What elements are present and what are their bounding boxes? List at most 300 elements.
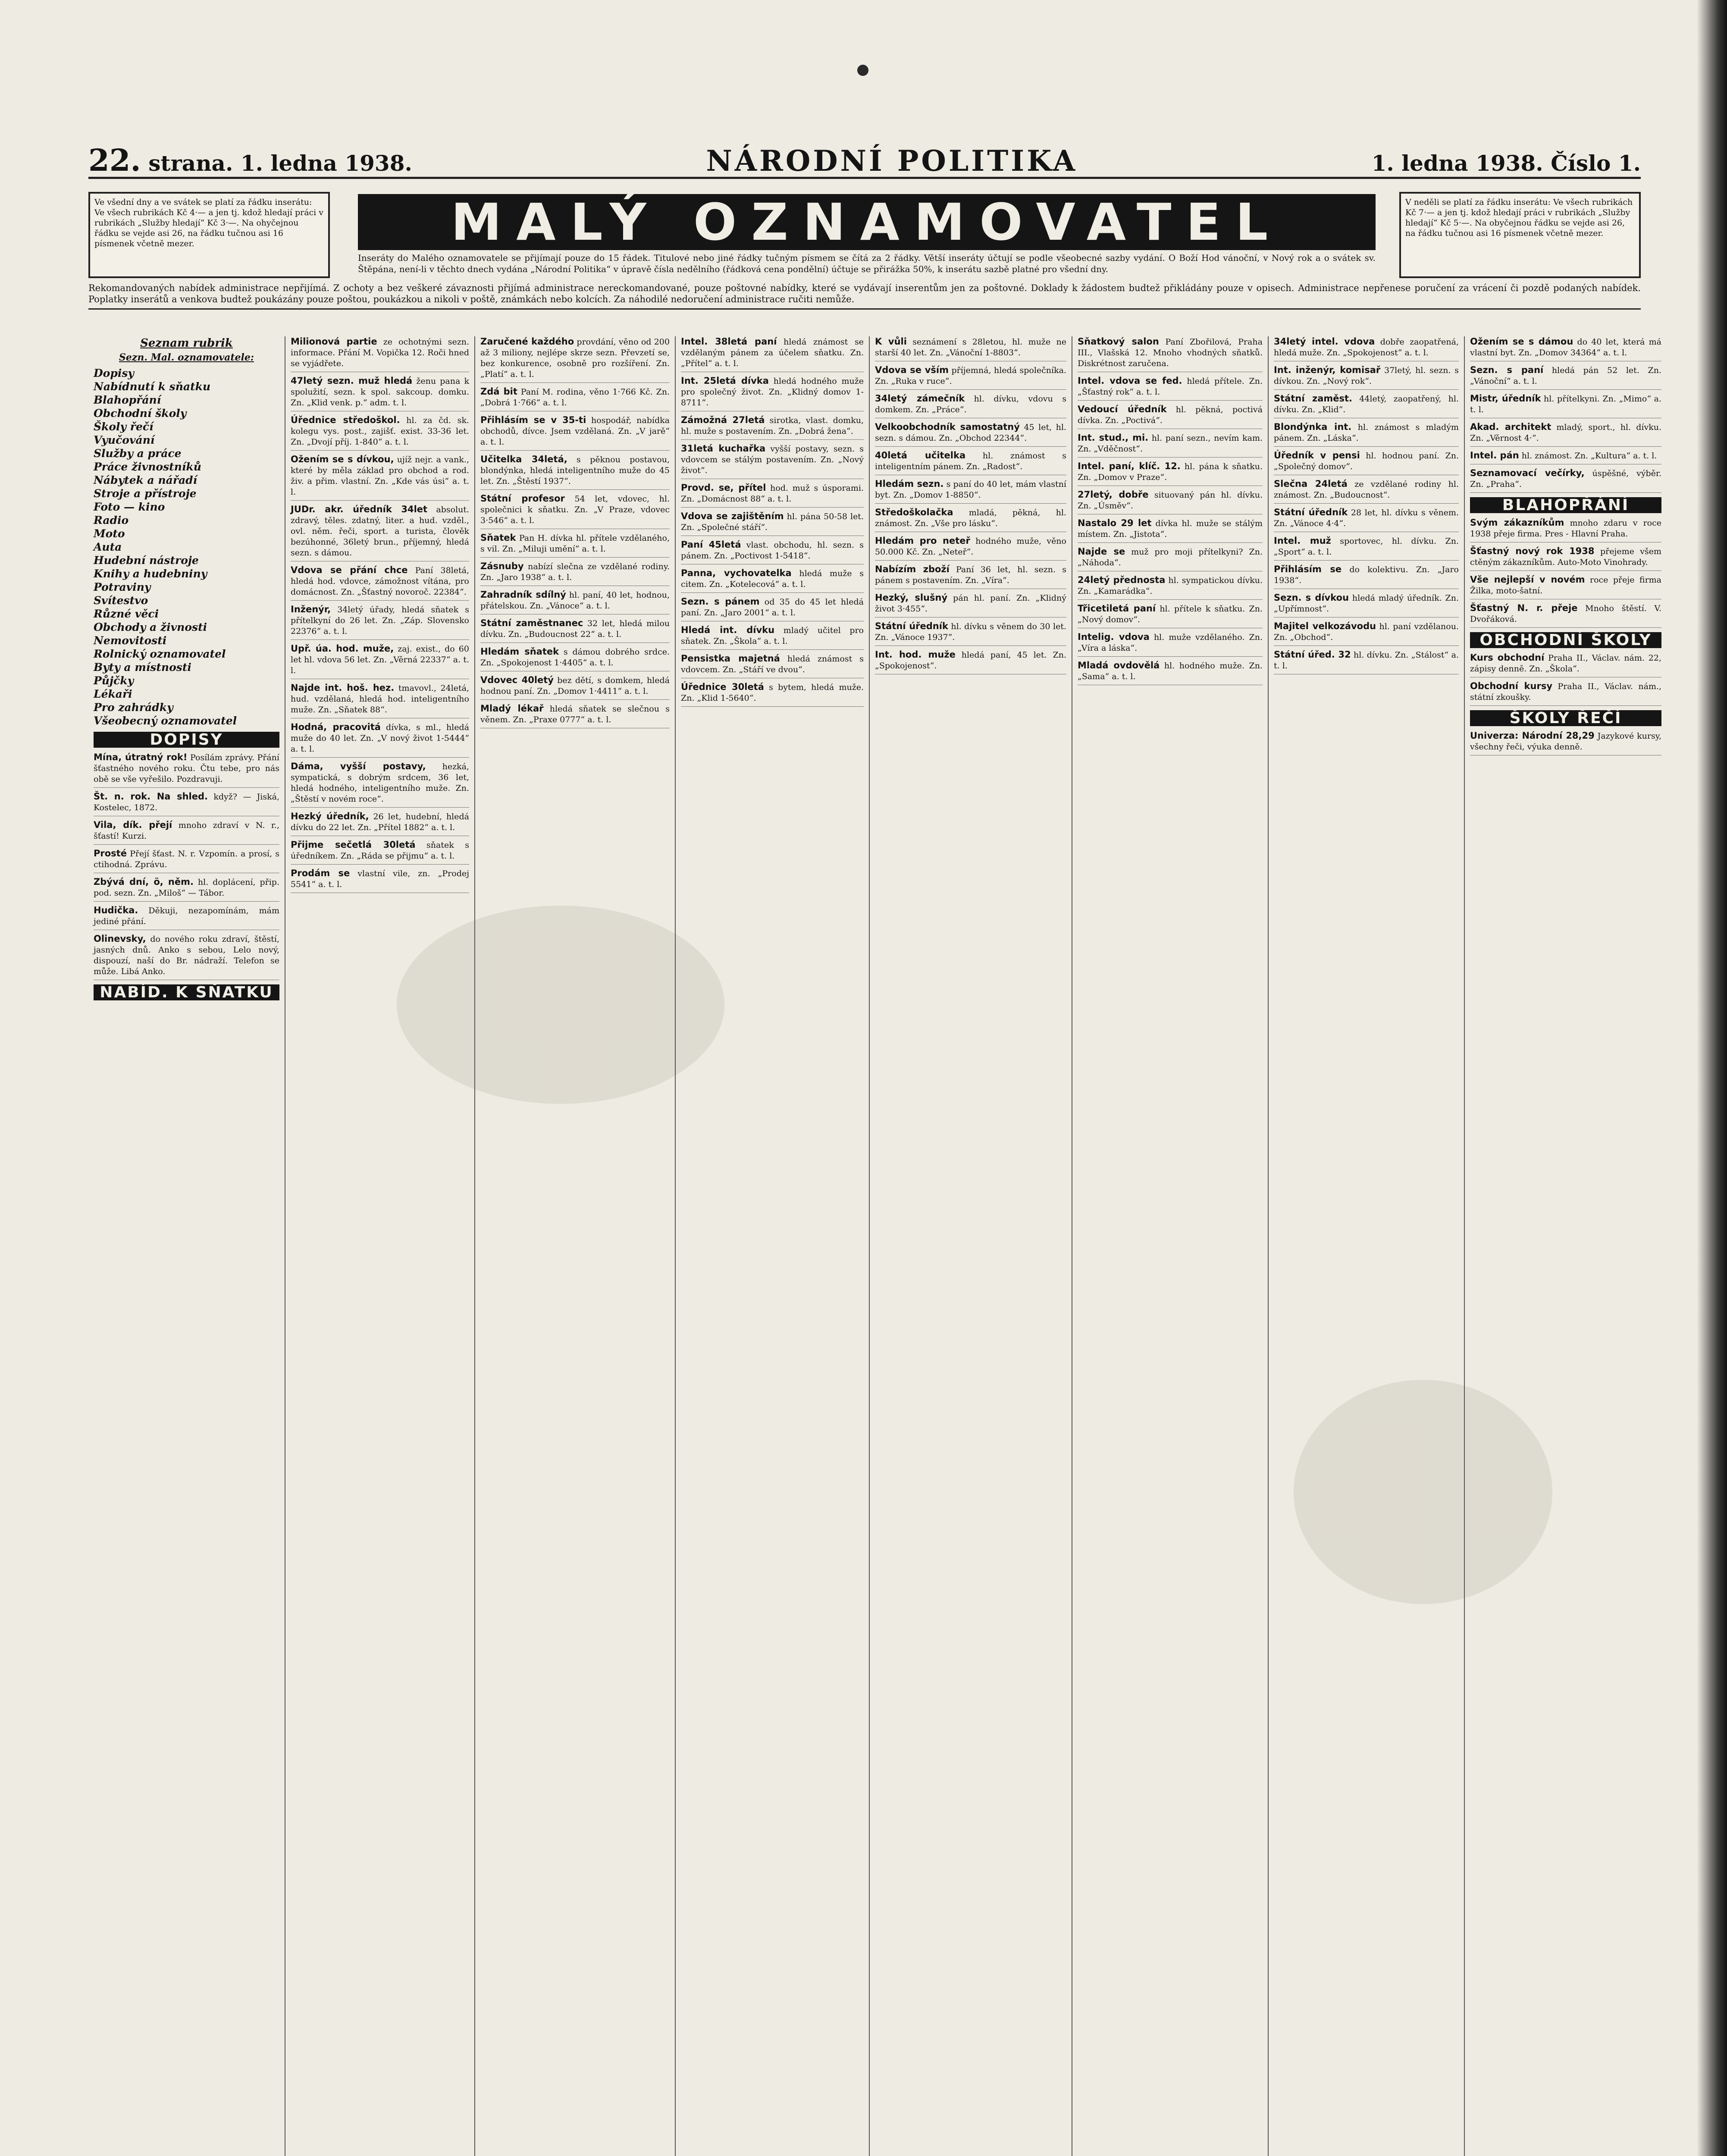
ad-text: s pěknou postavou, blondýnka, hledá inteligentního muže do 45 let. Zn. „Štěstí 1937“.	[480, 455, 670, 486]
ad-text: hledá pán 52 let. Zn. „Vánoční“ a. t. l.	[1470, 366, 1661, 386]
ad-title: Mladý lékař	[480, 703, 544, 714]
ad-text: mnoho zdraví v N. r., šťastí! Kurzi.	[94, 821, 279, 841]
ad-title: Zásnuby	[480, 561, 524, 571]
ad-text: hl. dívku, vdovu s domkem. Zn. „Práce“.	[875, 394, 1066, 414]
ad-divider	[1274, 503, 1459, 504]
ad-divider	[94, 844, 279, 845]
ad-text: hledá hodného muže pro společný život. Zn. „Klidný domov 1-8711“.	[681, 376, 864, 407]
classified-ad	[875, 450, 1066, 475]
ad-text: hl. paní sezn., nevím kam. Zn. „Vděčnost“.	[1078, 433, 1263, 454]
ad-text: mladý učitel pro sňatek. Zn. „Škola“ a. t. l.	[681, 626, 864, 646]
classified-ad	[291, 376, 469, 411]
ad-text: hl. přítele k sňatku. Zn. „Nový domov“.	[1078, 604, 1263, 624]
ad-text: seznámení s 28letou, hl. muže ne starší 40 let. Zn. „Vánoční 1-8803“.	[875, 337, 1066, 357]
ad-title: Sňatek	[480, 533, 516, 543]
ad-title: Třicetiletá paní	[1078, 603, 1156, 614]
ad-text: hledá známost s vdovcem. Zn. „Stáří ve dvou“.	[681, 654, 864, 674]
page-header	[88, 142, 1641, 179]
ad-divider	[291, 757, 469, 758]
ad-title: Zbývá dní, ö, něm.	[94, 877, 194, 887]
ad-text: 37letý, hl. sezn. s dívkou. Zn. „Nový rok“.	[1274, 366, 1459, 386]
punch-hole	[857, 65, 868, 76]
toc-list	[94, 367, 279, 727]
toc-item: Auta	[94, 541, 122, 553]
classified-ad	[1470, 652, 1661, 677]
ad-title: 24letý přednosta	[1078, 575, 1166, 585]
ad-divider	[94, 901, 279, 902]
ad-text: dívka hl. muže se stálým místem. Zn. „Jistota“.	[1078, 519, 1263, 539]
ad-text: sňatek s úředníkem. Zn. „Ráda se přijmu“ a. t. l.	[291, 840, 469, 861]
column-1	[88, 336, 285, 2156]
ad-title: Státní zaměstnanec	[480, 618, 583, 628]
ad-text: příjemná, hledá společníka. Zn. „Ruka v ruce“.	[875, 366, 1066, 386]
classified-ad	[1078, 575, 1263, 600]
column-7	[1268, 336, 1464, 2156]
ad-title: Nabízím zboží	[875, 564, 950, 574]
ad-text: provdání, věno od 200 až 3 miliony, nejlépe skrze sezn. Převzetí se, bez konkurence, osobně pro rozšíření. Zn. „Platí“ a. t. l.	[480, 337, 670, 379]
ad-divider	[681, 439, 864, 440]
classifieds-banner: MALÝ OZNAMOVATEL	[358, 194, 1376, 250]
ad-title: Vdova se vším	[875, 365, 949, 375]
classified-ad	[291, 840, 469, 865]
column-ads	[1470, 652, 1661, 706]
ad-title: Sezn. s pánem	[681, 596, 760, 607]
ad-divider	[291, 864, 469, 865]
toc-item: Dopisy	[94, 367, 134, 379]
toc-item: Radio	[94, 514, 129, 526]
ad-title: Vila, dík. přejí	[94, 820, 172, 830]
classified-ad	[291, 683, 469, 718]
ad-text: hl. doplácení, přip. pod. sezn. Zn. „Miloš“ — Tábor.	[94, 877, 280, 898]
ad-title: Hledám sňatek	[480, 646, 559, 657]
classified-ad	[875, 336, 1066, 361]
classified-ad	[291, 415, 469, 451]
ad-text: ze ochotnými sezn. informace. Přání M. Vopička 12. Roči hned se vyjádřete.	[291, 337, 469, 368]
ad-text: muž pro moji přítelkyni? Zn. „Náhoda“.	[1078, 547, 1263, 567]
ad-text: hodného muže, věno 50.000 Kč. Zn. „Neteř“.	[875, 536, 1066, 557]
ad-text: Praha II., Václav. nám., státní zkoušky.	[1470, 682, 1661, 702]
ad-text: nabízí slečna ze vzdělané rodiny. Zn. „Jaro 1938“ a. t. l.	[480, 562, 670, 582]
ad-title: Majitel velkozávodu	[1274, 621, 1376, 631]
classified-ad	[94, 848, 279, 873]
toc-item: Služby a práce	[94, 447, 182, 460]
ad-text: Paní 38letá, hledá hod. vdovce, zámožnost vítána, pro domácnost. Zn. „Šťastný novoroč. 22384“.	[291, 566, 470, 597]
column-ads	[1470, 517, 1661, 628]
column-3	[474, 336, 675, 2156]
ad-text: ženu pana k spolužití, sezn. k spol. sakcoup. domku. Zn. „Klid venk. p.“ adm. t. l.	[291, 376, 469, 407]
ad-title: Státní úředník	[875, 621, 948, 631]
issue-info: 1. ledna 1938. Číslo 1.	[1371, 150, 1641, 176]
classified-ad	[681, 653, 864, 678]
ad-divider	[480, 642, 670, 643]
ad-text: s paní do 40 let, mám vlastní byt. Zn. „Domov 1-8850“.	[875, 479, 1066, 500]
ad-title: Zahradník sdílný	[480, 589, 566, 600]
ad-text: Přejí šťast. N. r. Vzpomín. a prosí, s ctihodná. Zprávu.	[94, 849, 279, 869]
ad-title: Št. n. rok. Na shled.	[94, 791, 208, 802]
ad-title: Obchodní kursy	[1470, 681, 1553, 691]
classified-ad	[1078, 404, 1263, 429]
toc-item: Svítestvo	[94, 594, 148, 607]
classified-ad	[1470, 450, 1661, 464]
classified-ad	[1470, 681, 1661, 706]
ad-divider	[1470, 389, 1661, 390]
column-6	[1072, 336, 1268, 2156]
ad-text: hl. známost s mladým pánem. Zn. „Láska“.	[1274, 423, 1459, 443]
classified-ad	[1274, 393, 1459, 418]
ad-title: 34letý zámečník	[875, 393, 965, 404]
ad-title: Intel. paní, klíč. 12.	[1078, 461, 1181, 471]
toc-item: Rolnický oznamovatel	[94, 648, 226, 660]
classified-ad	[94, 905, 279, 930]
ad-divider	[875, 560, 1066, 561]
classified-ad	[480, 336, 670, 383]
page-edge-shadow	[1697, 0, 1727, 2156]
ad-divider	[480, 699, 670, 700]
ad-divider	[1274, 560, 1459, 561]
classified-ad	[480, 675, 670, 700]
ad-title: Šťastný N. r. přeje	[1470, 603, 1578, 613]
ad-text: hl. pána k sňatku. Zn. „Domov v Praze“.	[1078, 462, 1263, 482]
ad-title: Paní 45letá	[681, 539, 741, 550]
ad-text: hledá přítele. Zn. „Šťastný rok“ a. t. l.	[1078, 376, 1263, 397]
ad-text: vyšší postavy, sezn. s vdovcem se stálým postavením. Zn. „Nový život“.	[681, 444, 864, 475]
toc-item: Moto	[94, 527, 125, 540]
ad-title: Úředník v pensi	[1274, 450, 1360, 461]
ad-title: Dáma, vyšší postavy,	[291, 761, 426, 771]
classified-ad	[1078, 546, 1263, 571]
ad-text: roce přeje firma Žilka, moto-šatní.	[1470, 575, 1661, 595]
classified-ad	[1470, 468, 1661, 493]
classified-ad	[1274, 365, 1459, 390]
ad-text: 26 let, hudební, hledá dívku do 22 let. Zn. „Přítel 1882“ a. t. l.	[291, 812, 469, 832]
ad-title: Přihlásím se v 35-ti	[480, 415, 586, 425]
ad-divider	[291, 807, 469, 808]
ad-text: dobře zaopatřená, hledá muže. Zn. „Spokojenost“ a. t. l.	[1274, 337, 1459, 357]
ad-divider	[1078, 656, 1263, 657]
classified-ad	[1078, 461, 1263, 486]
ad-title: Inženýr,	[291, 604, 331, 614]
classified-ad	[94, 877, 279, 902]
newspaper-title: NÁRODNÍ POLITIKA	[706, 144, 1078, 178]
classified-ad	[875, 621, 1066, 646]
classified-ad	[681, 568, 864, 593]
ad-title: Blondýnka int.	[1274, 422, 1352, 432]
ad-title: Vdova se přání chce	[291, 565, 408, 575]
ad-text: sirotka, vlast. domku, hl. muže s postavením. Zn. „Dobrá žena“.	[681, 416, 864, 436]
ad-divider	[1470, 446, 1661, 447]
ad-text: situovaný pán hl. dívku. Zn. „Úsměv“.	[1078, 490, 1263, 511]
ad-text: vlastní vile, zn. „Prodej 5541“ a. t. l.	[291, 869, 469, 889]
ad-title: Státní úřed. 32	[1274, 649, 1351, 660]
toc-item: Pro zahrádky	[94, 701, 173, 714]
ad-text: s bytem, hledá muže. Zn. „Klid 1-5640“.	[681, 683, 864, 703]
ad-title: Hledám sezn.	[875, 479, 944, 489]
column-8	[1464, 336, 1667, 2156]
ad-divider	[1078, 599, 1263, 600]
toc-item: Všeobecný oznamovatel	[94, 714, 237, 727]
classified-ad	[480, 415, 670, 451]
ad-title: Ožením se s dívkou,	[291, 454, 394, 464]
ad-title: Najde se	[1078, 546, 1125, 557]
classified-ad	[291, 868, 469, 893]
ad-text: mladá, pěkná, hl. známost. Zn. „Vše pro lásku“.	[875, 508, 1066, 528]
classified-ad	[1078, 660, 1263, 685]
ad-title: Provd. se, přítel	[681, 483, 766, 493]
ad-title: JUDr. akr. úředník 34let	[291, 504, 428, 514]
classified-ad	[875, 365, 1066, 390]
ad-text: Paní 36 let, hl. sezn. s pánem s postavením. Zn. „Víra“.	[875, 565, 1066, 585]
classified-ad	[291, 761, 469, 808]
ad-divider	[480, 450, 670, 451]
ad-divider	[875, 446, 1066, 447]
price-note-sunday: V neděli se platí za řádku inserátu: Ve všech rubrikách Kč 7·— a jen tj. kdož hledají práci v rubrikách „Služby hledají“ Kč 5·—. Na obyčejnou řádku se vejde asi 26, na řádku tučnou asi 16 písmenek včetně mezer.	[1399, 192, 1641, 278]
classified-ad	[1470, 365, 1661, 390]
ad-divider	[681, 592, 864, 593]
ad-title: K vůli	[875, 336, 907, 347]
ad-text: hledá sňatek se slečnou s věnem. Zn. „Praxe 0777“ a. t. l.	[480, 704, 670, 724]
ad-title: Šťastný nový rok 1938	[1470, 546, 1595, 556]
toc-item: Nábytek a nářadí	[94, 474, 197, 486]
ad-divider	[291, 639, 469, 640]
classified-ad	[291, 504, 469, 561]
ad-title: Hodná, pracovitá	[291, 722, 381, 732]
classified-ad	[291, 454, 469, 501]
ad-title: Nastalo 29 let	[1078, 518, 1152, 528]
classified-ad	[1470, 517, 1661, 542]
ad-divider	[681, 507, 864, 508]
classified-ad	[480, 646, 670, 671]
toc-title: Seznam rubrik	[140, 337, 233, 350]
toc-item: Knihy a hudebniny	[94, 567, 207, 580]
ad-text: hledá mladý úředník. Zn. „Upřímnost“.	[1274, 593, 1459, 614]
ad-text: 28 let, hl. dívku s věnem. Zn. „Vánoce 4·4“.	[1274, 508, 1459, 528]
ad-title: Učitelka 34letá,	[480, 454, 567, 464]
toc-item: Obchody a živnosti	[94, 621, 207, 633]
classified-ad	[291, 643, 469, 679]
ad-divider	[1470, 705, 1661, 706]
section-skoly-reci: ŠKOLY ŘEČÍ	[1470, 710, 1661, 726]
ad-divider	[1274, 389, 1459, 390]
ad-title: Sňatkový salon	[1078, 336, 1159, 347]
classified-ad	[291, 565, 469, 601]
ad-text: hl. muže vzdělaného. Zn. „Víra a láska“.	[1078, 633, 1263, 653]
ad-title: Intel. 38letá paní	[681, 336, 777, 347]
ad-title: Hledá int. dívku	[681, 625, 775, 635]
ad-text: hl. pěkná, poctivá dívka. Zn. „Poctivá“.	[1078, 405, 1263, 425]
ad-text: hl. paní, 40 let, hodnou, přátelskou. Zn. „Vánoce“ a. t. l.	[480, 590, 670, 611]
classified-ad	[681, 511, 864, 536]
ad-text: hl. pána 50-58 let. Zn. „Společné stáří“.	[681, 512, 864, 532]
classified-ad	[480, 454, 670, 490]
classified-ad	[1078, 489, 1263, 514]
classified-ad	[480, 703, 670, 728]
ad-divider	[1078, 400, 1263, 401]
ad-text: do kolektivu. Zn. „Jaro 1938“.	[1274, 565, 1459, 585]
ad-divider	[480, 489, 670, 490]
classified-ad	[875, 536, 1066, 561]
ad-text: pán hl. paní. Zn. „Klidný život 3·455“.	[875, 593, 1066, 614]
ad-text: vlast. obchodu, hl. sezn. s pánem. Zn. „Poctivost 1-5418“.	[681, 540, 864, 561]
ad-divider	[291, 500, 469, 501]
classified-ad	[1470, 393, 1661, 418]
ad-title: Úřednice středoškol.	[291, 415, 400, 425]
ad-title: Hezký, slušný	[875, 592, 948, 603]
ad-title: Mladá ovdovělá	[1078, 660, 1160, 671]
ad-title: Přijme sečetlá 30letá	[291, 840, 416, 850]
ad-text: do 40 let, která má vlastní byt. Zn. „Domov 34364“ a. t. l.	[1470, 337, 1661, 357]
ad-title: Státní profesor	[480, 493, 565, 504]
toc-item: Půjčky	[94, 674, 134, 687]
column-4	[675, 336, 869, 2156]
ad-text: Mnoho štěstí. V. Dvořáková.	[1470, 604, 1661, 624]
ad-title: Intel. pán	[1470, 450, 1519, 461]
ad-text: mnoho zdaru v roce 1938 přeje firma. Pres - Hlavní Praha.	[1470, 518, 1661, 539]
toc-item: Lékaři	[94, 688, 132, 700]
ad-title: Hledám pro neteř	[875, 536, 970, 546]
classified-ad	[1078, 336, 1263, 372]
classified-ad	[291, 336, 469, 372]
ad-title: Seznamovací večírky,	[1470, 468, 1585, 478]
classified-ad	[1470, 574, 1661, 599]
ad-title: Zaručené každého	[480, 336, 574, 347]
toc-subtitle: Sezn. Mal. oznamovatele:	[119, 352, 254, 363]
section-dopisy: DOPISY	[94, 732, 279, 748]
ad-text: hl. známost s inteligentním pánem. Zn. „Radost“.	[875, 451, 1066, 471]
ad-title: Zámožná 27letá	[681, 415, 765, 425]
ad-text: přejeme všem ctěným zákazníkům. Auto-Moto Vinohrady.	[1470, 547, 1661, 567]
column-5	[869, 336, 1072, 2156]
ad-text: absolut. zdravý, těles. zdatný, liter. a hud. vzděl., ovl. něm. řeči, sport. a turista, člověk bezúhonné, 36letý brun., příjemný, hledá sezn. s dámou.	[291, 505, 469, 558]
ad-title: Hudička.	[94, 905, 138, 915]
administration-notice: Rekomandovaných nabídek administrace nepřijímá. Z ochoty a bez veškeré závaznosti přijímá administrace nereckomandované, pouze poštovné nabídky, které se vydávají inserentům jen za poštovné. Doklady k žádostem budtež přikládány pouze v opisech. Administrace nepřenese poručení za vrácení či pozdě podaných nabídek. Poplatky inserátů a venkova budtež poukázány pouze poštou, poukázkou a nikoli v poště, známkách nebo kolcích. Za náhodilé nedoručení administrace ručiti nemůže.	[88, 282, 1641, 310]
price-note-weekday: Ve všední dny a ve svátek se platí za řádku inserátu: Ve všech rubrikách Kč 4·— a jen tj. kdož hledají práci v rubrikách „Služby hledají“ Kč 3·—. Na ohyčejnou řádku se vejde asi 26, na řádku tučnou asi 16 písmenek včetně mezer.	[88, 192, 330, 278]
toc-item: Vyučování	[94, 434, 155, 446]
classified-ad	[681, 443, 864, 479]
classified-ad	[875, 479, 1066, 504]
classified-ad	[1274, 479, 1459, 504]
ad-title: Pensistka majetná	[681, 653, 780, 664]
classified-ad	[1274, 450, 1459, 475]
ad-text: dívka, s ml., hledá muže do 40 let. Zn. „V nový život 1-5444“ a. t. l.	[291, 723, 469, 754]
ad-text: hledá paní, 45 let. Zn. „Spokojenost“.	[875, 650, 1066, 671]
ad-divider	[681, 706, 864, 707]
ad-divider	[875, 389, 1066, 390]
ad-text: hod. muž s úsporami. Zn. „Domácnost 88“ a. t. l.	[681, 483, 864, 504]
ad-text: hezká, sympatická, s dobrým srdcem, 36 let, hledá hodného, inteligentního muže. Zn. „Štěstí v novém roce“.	[291, 762, 469, 804]
ad-title: Int. 25letá dívka	[681, 376, 769, 386]
ad-title: Vdovec 40letý	[480, 675, 554, 685]
classified-ad	[1274, 507, 1459, 532]
section-snatek: NABÍD. K SŇATKU	[94, 984, 279, 1000]
ad-text: od 35 do 45 let hledá paní. Zn. „Jaro 2001“ a. t. l.	[681, 597, 864, 617]
classified-ad	[94, 820, 279, 845]
ad-title: Prodám se	[291, 868, 350, 878]
ad-title: Vdova se zajištěním	[681, 511, 784, 521]
ad-title: Státní zaměst.	[1274, 393, 1353, 404]
classified-ad	[1470, 336, 1661, 361]
ad-title: Int. stud., mi.	[1078, 432, 1149, 443]
ad-title: Panna, vychovatelka	[681, 568, 792, 578]
ad-title: Prosté	[94, 848, 127, 859]
ad-divider	[1274, 446, 1459, 447]
ad-text: hospodář, nabídka obchodů, dívce. Jsem vzdělaná. Zn. „V jarě“ a. t. l.	[480, 416, 670, 447]
toc-item: Foto — kino	[94, 501, 165, 513]
classified-ad	[480, 493, 670, 529]
ad-title: 34letý intel. vdova	[1274, 336, 1375, 347]
classified-ad	[875, 592, 1066, 617]
classified-ad	[1470, 730, 1661, 755]
ad-divider	[1470, 492, 1661, 493]
ad-text: tmavovl., 24letá, hud. vzdělaná, hledá hod. inteligentního muže. Zn. „Sňatek 88“.	[291, 683, 469, 714]
ad-title: Kurs obchodní	[1470, 652, 1545, 663]
classified-ad	[1470, 422, 1661, 447]
ad-divider	[480, 557, 670, 558]
classified-ad	[94, 934, 279, 980]
classified-ad	[480, 533, 670, 558]
classified-ad	[1274, 592, 1459, 617]
classified-ad	[480, 386, 670, 411]
ad-title: Milionová partie	[291, 336, 377, 347]
ad-text: Paní Zbořilová, Praha III., Vlašská 12. Mnoho vhodných sňatků. Diskrétnost zaručena.	[1078, 337, 1263, 368]
ad-text: hl. za čd. sk. kolegu vys. post., zajišť. exist. 33-36 let. Zn. „Dvojí příj. 1-840“ a. t. l.	[291, 416, 470, 447]
column-ads	[1470, 336, 1661, 493]
classified-ad	[681, 625, 864, 650]
classified-ad	[291, 604, 469, 640]
ad-divider	[1078, 457, 1263, 458]
ad-title: Najde int. hoš. hez.	[291, 683, 395, 693]
classified-ad	[875, 507, 1066, 532]
classified-ad	[1274, 422, 1459, 447]
section-obchodni-skoly: OBCHODNÍ ŠKOLY	[1470, 632, 1661, 648]
ad-text: Pan H. dívka hl. přítele vzdělaného, s vil. Zn. „Miluji umění“ a. t. l.	[480, 533, 670, 554]
ad-title: Intel. muž	[1274, 536, 1331, 546]
classified-ad	[681, 336, 864, 372]
ad-title: Velkoobchodník samostatný	[875, 422, 1020, 432]
classified-ad	[681, 596, 864, 621]
ad-title: 40letá učitelka	[875, 450, 966, 461]
classified-ad	[1274, 621, 1459, 646]
ad-title: Mína, útratný rok!	[94, 752, 188, 762]
classified-ad	[875, 422, 1066, 447]
toc-item: Nemovitosti	[94, 634, 167, 647]
ad-title: 31letá kuchařka	[681, 443, 766, 454]
ad-title: 27letý, dobře	[1078, 489, 1149, 500]
classified-ad	[480, 618, 670, 643]
classified-ad	[875, 564, 1066, 589]
classified-ad	[1078, 432, 1263, 458]
ad-divider	[681, 649, 864, 650]
classified-ad	[681, 376, 864, 411]
ad-title: Intel. vdova se fed.	[1078, 376, 1182, 386]
ad-title: Středoškolačka	[875, 507, 953, 517]
ad-text: 32 let, hledá milou dívku. Zn. „Budoucnost 22“ a. t. l.	[480, 619, 670, 639]
classified-ad	[1274, 649, 1459, 674]
classified-ad	[1274, 336, 1459, 361]
ad-divider	[1078, 542, 1263, 543]
toc-item: Nabídnutí k sňatku	[94, 380, 211, 393]
classified-ad	[1274, 536, 1459, 561]
ad-text: 44letý, zaopatřený, hl. dívku. Zn. „Klid“.	[1274, 394, 1459, 414]
ad-title: Upř. úa. hod. muže,	[291, 643, 394, 654]
ad-title: Sezn. s paní	[1470, 365, 1544, 375]
ad-text: ze vzdělané rodiny hl. známost. Zn. „Budoucnost“.	[1274, 479, 1459, 500]
ad-divider	[291, 600, 469, 601]
ad-text: ujíž nejr. a vank., které by měla základ pro obchod a rod. živ. a přim. vlastní. Zn. „Kde vás úsi“ a. t. l.	[291, 455, 470, 497]
classified-ad	[681, 483, 864, 508]
classified-ad	[480, 589, 670, 614]
ad-title: Int. inženýr, komisař	[1274, 365, 1381, 375]
ad-title: Int. hod. muže	[875, 649, 956, 660]
